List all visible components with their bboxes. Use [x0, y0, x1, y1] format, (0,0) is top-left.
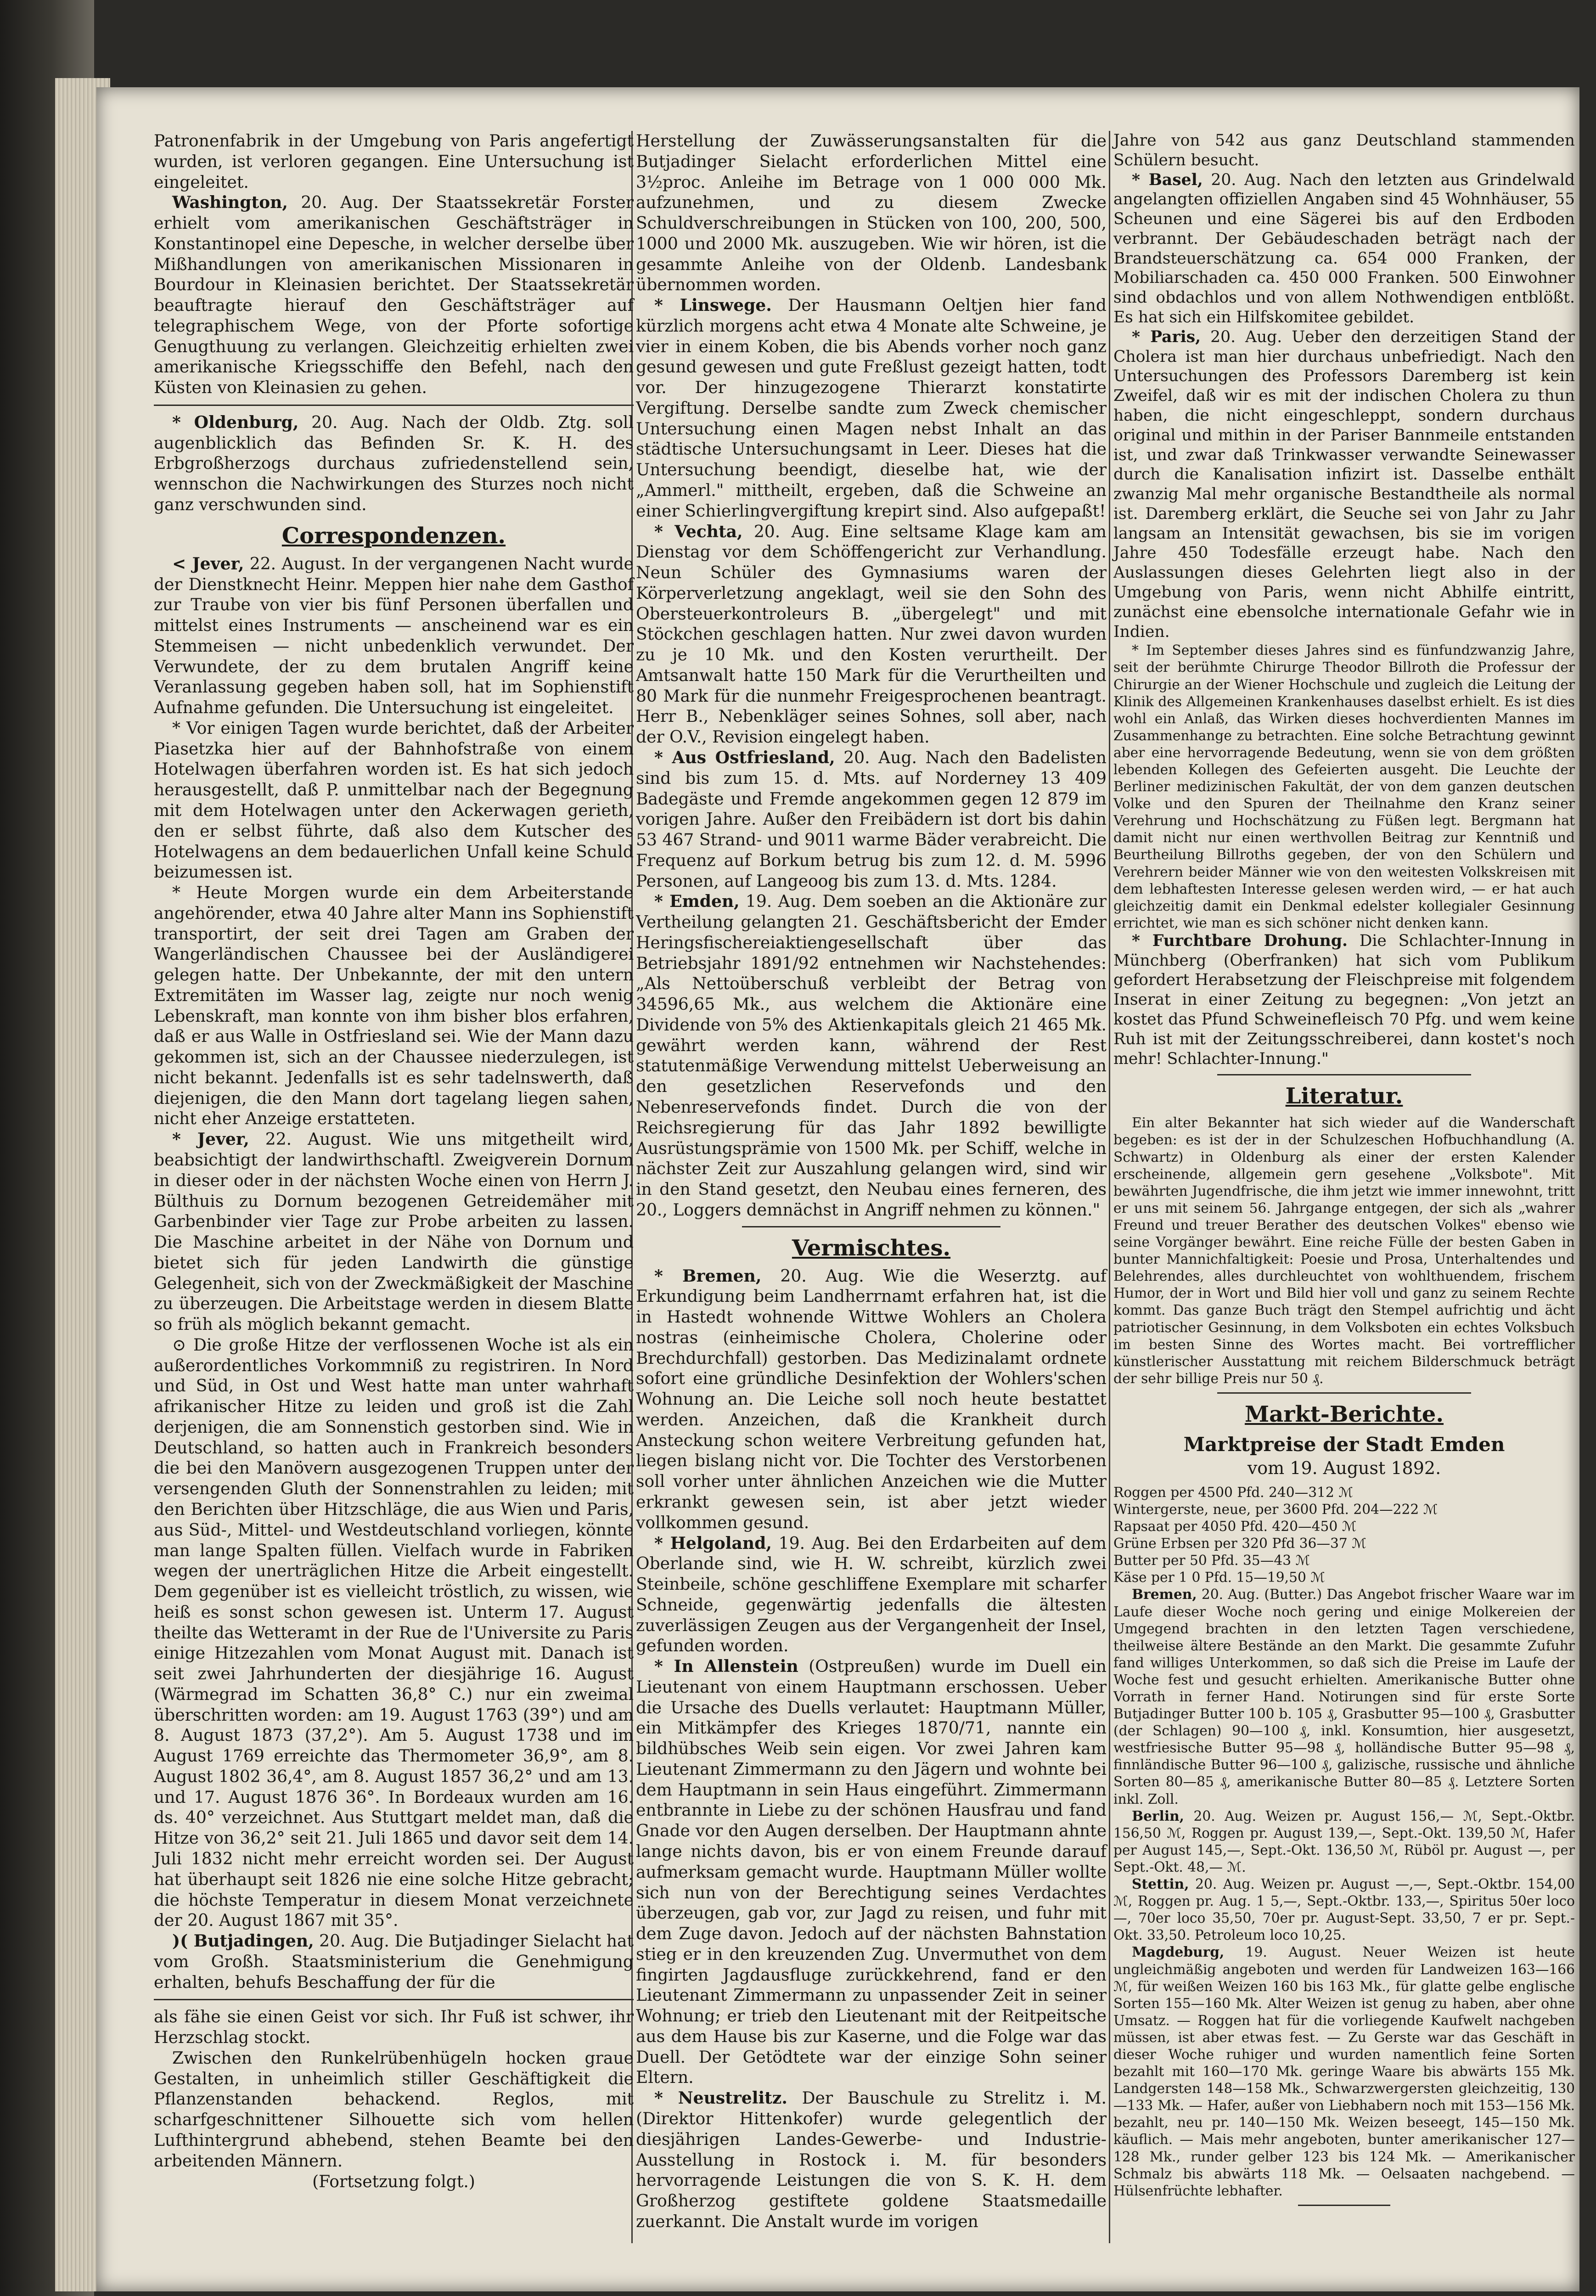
article-oldenburg: * Oldenburg, 20. Aug. Nach der Oldb. Ztg. soll augenblicklich das Befinden Sr. K. H. des Erbgroßherzogs durchaus zufriedenstellend sein, wennschon die Nachwirkungen des Sturzes noch nicht ganz verschwunden sind. [154, 412, 634, 515]
divider [1298, 2205, 1390, 2206]
article-butjadingen: )( Butjadingen, 20. Aug. Die Butjadinger Sielacht hat vom Großh. Staatsministerium die Genehmigung erhalten, behufs Beschaffung der für die [154, 1931, 634, 1992]
article-billroth: * Im September dieses Jahres sind es fünfundzwanzig Jahre, seit der berühmte Chirurge Theodor Billroth die Professur der Chirurgie an der Wiener Hochschule und zugleich die Leitung der Klinik des Allgemeinen Krankenhauses daselbst erhielt. Es ist dies wohl ein Anlaß, das Wirken dieses hochverdienten Mannes im Zusammenhange zu betrachten. Eine solche Betrachtung gewinnt aber eine hervorragende Bedeutung, wenn sie von dem größten lebenden Kollegen des Gefeierten ausgeht. Die Leuchte der Berliner medizinischen Fakultät, der von dem ganzen deutschen Volke und den Spuren der Theilnahme den Kranz seiner Verehrung und Hochschätzung zu Füßen legt. Bergmann hat damit nicht nur einen werthvollen Beitrag zur Kenntniß und Beurtheilung Billroths gegeben, der von den Schülern und Verehrern beider Männer wie von den weitesten Volkskreisen mit dem lebhaftesten Interesse gelesen werden wird, — er hat auch gleichzeitig damit ein Denkmal edelster kollegialer Gesinnung errichtet, wie man es sich schöner nicht denken kann. [1113, 642, 1575, 931]
article-emden: * Emden, 19. Aug. Dem soeben an die Aktionäre zur Vertheilung gelangten 21. Geschäftsbericht der Emder Heringsfischereiaktiengesellschaft über das Betriebsjahr 1891/92 entnehmen wir Nachstehendes: „Als Nettoüberschuß verbleibt der Betrag von 34596,65 Mk., aus welchem die Aktionäre eine Dividende von 5% des Aktienkapitals gleich 21 465 Mk. gewährt werden kann, während der Rest statutenmäßige Verwendung mittelst Ueberweisung an den gesetzlichen Reservefonds und den Nebenreservefonds findet. Durch die von der Reichsregierung für das Jahr 1892 bewilligte Ausrüstungsprämie von 1500 Mk. per Schiff, welche in nächster Zeit zur Auszahlung gelangen wird, sind wir in den Stand gesetzt, den Neubau eines ferneren, des 20., Loggers demnächst in Angriff nehmen zu können." [636, 891, 1107, 1220]
price-line: Käse per 1 0 Pfd. 15—19,50 ℳ [1113, 1569, 1325, 1586]
market-date: vom 19. August 1892. [1247, 1458, 1441, 1478]
article-heat: ⊙ Die große Hitze der verflossenen Woche ist als ein außerordentliches Vorkommniß zu registriren. In Nord und Süd, in Ost und West hatte man unter wahrhaft afrikanischer Hitze zu leiden und groß ist die Zahl derjenigen, die am Sonnenstich gestorben sind. Wie in Deutschland, so hatten auch in Frankreich besonders die bei den Manövern ausgezogenen Truppen unter der versengenden Gluth der Sonnenstrahlen zu leiden; mit den Berichten über Hitzschläge, die aus Wien und Paris, aus Süd-, Mittel- und Westdeutschland vorliegen, könnte man lange Spalten füllen. Vielfach wurde in Fabriken wegen der unerträglichen Hitze die Arbeit eingestellt. Dem gegenüber ist es vielleicht tröstlich, zu wissen, wie heiß es sonst schon gewesen ist. Unterm 17. August theilte das Wetteramt in der Rue de l'Universite zu Paris einige Hitzezahlen vom Monat August mit. Danach ist seit zwei Jahrhunderten der diesjährige 16. August (Wärmegrad im Schatten 36,8° C.) nur ein zweimal überschritten worden: am 19. August 1763 (39°) und am 8. August 1873 (37,2°). Am 5. August 1738 und im August 1769 erreichte das Thermometer 36,9°, am 8. August 1802 36,4°, am 8. August 1857 36,2° und am 13. und 17. August 1876 36°. In Bordeaux wurden am 16. ds. 40° verzeichnet. Aus Stuttgart meldet man, daß die Hitze von 36,2° seit 21. Juli 1865 und davor seit dem 14. Juli 1832 nicht mehr erreicht worden sei. Der August hat überhaupt seit 1826 nie eine solche Hitze gebracht; die höchste Temperatur in diesem Monat verzeichnete der 20. August 1867 mit 35°. [154, 1335, 634, 1930]
price-line: Roggen per 4500 Pfd. 240—312 ℳ [1113, 1484, 1354, 1500]
divider [742, 1226, 1001, 1227]
column-2 [636, 131, 1107, 2232]
article-linswege: * Linswege. Der Hausmann Oeltjen hier fand kürzlich morgens acht etwa 4 Monate alte Schweine, je vier in einem Koben, die bis Abends vorher noch ganz gesund gewesen und gute Freßlust gezeigt hatten, todt vor. Der hinzugezogene Thierarzt konstatirte Vergiftung. Derselbe sandte zum Zweck chemischer Untersuchung einen Magen nebst Inhalt an das städtische Untersuchungsamt in Leer. Dieses hat die Untersuchung beendigt, dieselbe hat, wie der „Ammerl." mittheilt, ergeben, daß die Schweine an einer Schierlingvergiftung krepirt sind. Also aufgepaßt! [636, 295, 1107, 521]
article-neustrelitz: * Neustrelitz. Der Bauschule zu Strelitz i. M. (Direktor Hittenkofer) wurde gelegentlich der diesjährigen Landes-Gewerbe- und Industrie-Ausstellung in Rostock i. M. für besonders hervorragende Leistungen die von S. K. H. dem Großherzog gestiftete goldene Staatsmedaille zuerkannt. Die Anstalt wurde im vorigen [636, 2088, 1107, 2231]
feuilleton-divider [154, 1999, 634, 2000]
price-line: Grüne Erbsen per 320 Pfd 36—37 ℳ [1113, 1535, 1366, 1552]
divider [1217, 1074, 1471, 1075]
article-helgoland: * Helgoland, 19. Aug. Bei den Erdarbeiten auf dem Oberlande sind, wie H. W. schreibt, kürzlich zwei Steinbeile, schöne geschliffene Exemplare mit scharfer Schneide, gegenwärtig jedenfalls die ältesten zuverlässigen Zeugen aus der Vergangenheit der Insel, gefunden worden. [636, 1533, 1107, 1656]
market-magdeburg: Magdeburg, 19. August. Neuer Weizen ist heute ungleichmäßig angeboten und werden für Landweizen 163—166 ℳ, für weißen Weizen 160 bis 163 Mk., für glatte gelbe englische Sorten 155—160 Mk. Alter Weizen ist genug zu haben, aber ohne Umsatz. — Roggen hat für die vorliegende Kaufwelt nachgeben müssen, ist aber etwas fest. — Zu Gerste war das Geschäft in dieser Woche ruhiger und wurden namentlich feine Sorten bezahlt mit 160—170 Mk. geringe Waare bis abwärts 155 Mk. Landgersten 148—158 Mk., Schwarzwergersten gleichzeitig, 130—133 Mk. — Hafer, außer von Liebhabern noch mit 153—156 Mk. bezahlt, neu pr. 140—150 Mk. Weizen beseegt, 145—150 Mk. käuflich. — Mais mehr angeboten, bunter amerikanischer 127—128 Mk., runder gelber 123 bis 124 Mk. — Amerikanischer Schmalz bis abwärts 118 Mk. — Oelsaaten nachgebend. — Hülsenfrüchte lebhafter. [1113, 1944, 1575, 2199]
literature-review: Ein alter Bekannter hat sich wieder auf die Wanderschaft begeben: es ist der in der Schulzeschen Hofbuchhandlung (A. Schwartz) in Oldenburg als einer der ersten Kalender erscheinende, allgemein gern gesehene „Volksbote". Mit bewährten Jugendfrische, die ihm jetzt wie immer innewohnt, tritt er uns mit seinem 56. Jahrgange entgegen, der sich als „wahrer Freund und treuer Berather des deutschen Volkes" ebenso wie seine Vorgänger bewährt. Eine reiche Fülle der besten Gaben in bunter Mannichfaltigkeit: Poesie und Prosa, Unterhaltendes und Belehrendes, alles durchleuchtet von wohlthuendem, frischem Humor, der in Wort und Bild hier voll und ganz zu seinem Rechte kommt. Das ganze Buch trägt den Stempel aufrichtig und ächt patriotischer Gesinnung, in dem Volksboten ein echtes Volksbuch im besten Sinne des Wortes macht. Bei vortrefflicher künstlerischer Ausstattung mit reichem Bilderschmuck beträgt der sehr billige Preis nur 50 ₰. [1113, 1114, 1575, 1386]
column-1 [154, 131, 634, 2192]
article-text: * Heute Morgen wurde ein dem Arbeiterstande angehörender, etwa 40 Jahre alter Mann ins Sophienstift transportirt, der seit drei Tagen am Graben der Wangerländischen Chaussee bei der Ausländigerei gelegen hatte. Der Unbekannte, der mit den untern Extremitäten im Wasser lag, zeigte nur noch wenig Lebenskraft, man konnte von ihm bisher blos erfahren, daß er aus Walle in Ostfriesland sei. Wie der Mann dazu gekommen ist, sich an der Chaussee niederzulegen, ist nicht bekannt. Jedenfalls ist es sehr tadelnswerth, daß diejenigen, die den Mann dort tagelang liegen sahen, nicht eher Anzeige erstatteten. [154, 883, 634, 1129]
article-washington: Washington, 20. Aug. Der Staatssekretär Forster erhielt vom amerikanischen Geschäftsträger in Konstantinopel eine Depesche, in welcher derselbe über Mißhandlungen von amerikanischen Missionaren in Bourdour in Kleinasien berichtet. Der Staatssekretär beauftragte hierauf den Geschäftsträger auf telegraphischem Wege, von der Pforte sofortige Genugthuung zu verlangen. Gleichzeitig erhielten zwei amerikanische Kriegsschiffe den Befehl, nach den Küsten von Kleinasien zu gehen. [154, 192, 634, 398]
article-ostfriesland: * Aus Ostfriesland, 20. Aug. Nach den Badelisten sind bis zum 15. d. Mts. auf Norderney 13 409 Badegäste und Fremde angekommen gegen 12 879 im vorigen Jahre. Außer den Freibädern ist dort bis dahin 53 467 Strand- und 9011 warme Bäder verabreicht. Die Frequenz auf Borkum betrug bis zum 12. d. M. 5996 Personen, auf Langeoog bis zum 13. d. Mts. 1284. [636, 747, 1107, 891]
article-text: Herstellung der Zuwässerungsanstalten für die Butjadinger Sielacht erforderlichen Mittel eine 3½proc. Anleihe im Betrage von 1 000 000 Mk. aufzunehmen, und zu diesem Zwecke Schuldverschreibungen in Stücken von 100, 200, 500, 1000 und 2000 Mk. auszugeben. Wie wir hören, ist die gesammte Anleihe von der Oldenb. Landesbank übernommen worden. [636, 131, 1107, 295]
price-list [1113, 1484, 1575, 1586]
article-text: Patronenfabrik in der Umgebung von Paris angefertigt wurden, ist verloren gegangen. Eine Untersuchung ist eingeleitet. [154, 131, 634, 192]
article-bremen: * Bremen, 20. Aug. Wie die Weserztg. auf Erkundigung beim Landherrnamt erfahren hat, ist die in Hastedt wohnende Wittwe Wohlers an Cholera nostras (einheimische Cholera, Cholerine oder Brechdurchfall) gestorben. Das Medizinalamt ordnete sofort eine gründliche Desinfektion der Wohlers'schen Wohnung an. Die Leiche soll noch heute bestattet werden. Anzeichen, daß die Krankheit durch Ansteckung schon weitere Verbreitung gefunden hat, liegen bislang nicht vor. Die Tochter des Verstorbenen soll vorher unter ähnlichen Anzeichen wie die Mutter erkrankt gewesen sein, ist aber jetzt wieder vollkommen gesund. [636, 1266, 1107, 1532]
article-jever-1: < Jever, 22. August. In der vergangenen Nacht wurde der Dienstknecht Heinr. Meppen hier nahe dem Gasthof zur Traube von vier bis fünf Personen überfallen und mittelst eines Instruments — anscheinend war es ein Stemmeisen — nicht unbedenklich verwundet. Der Verwundete, der zu dem brutalen Angriff keine Veranlassung gegeben haben soll, hat im Sophienstift Aufnahme gefunden. Die Untersuchung ist eingeleitet. [154, 553, 634, 718]
price-line: Butter per 50 Pfd. 35—43 ℳ [1113, 1552, 1310, 1569]
section-title-literatur: Literatur. [1285, 1083, 1403, 1109]
column-3 [1113, 131, 1575, 2212]
market-subtitle: Marktpreise der Stadt Emden [1183, 1433, 1505, 1456]
article-basel: * Basel, 20. Aug. Nach den letzten aus Grindelwald angelangten offiziellen Angaben sind 45 Wohnhäuser, 55 Scheunen und eine Sägerei bis auf den Erdboden verbrannt. Der Gebäudeschaden beträgt nach der Brandsteuerschätzung ca. 654 000 Franken, der Mobiliarschaden ca. 450 000 Franken. 500 Einwohner sind obdachlos und von allem Nothwendigen entblößt. Es hat sich ein Hilfskomitee gebildet. [1113, 170, 1575, 327]
newspaper-page [96, 87, 1579, 2291]
article-vechta: * Vechta, 20. Aug. Eine seltsame Klage kam am Dienstag vor dem Schöffengericht zur Verhandlung. Neun Schüler des Gymnasiums waren der Körperverletzung angeklagt, weil sie den Sohn des Obersteuerkontroleurs B. „übergelegt" und mit Stöckchen geschlagen hatten. Nur zwei davon wurden zu je 10 Mk. und den Kosten verurtheilt. Der Amtsanwalt hatte 150 Mark für die Verurtheilten und 80 Mark für die nunmehr Freigesprochenen beantragt. Herr B., Nebenkläger seines Sohnes, soll aber, nach der O.V., Revision eingelegt haben. [636, 521, 1107, 747]
continuation-note: (Fortsetzung folgt.) [312, 2172, 475, 2191]
market-berlin: Berlin, 20. Aug. Weizen pr. August 156,— ℳ, Sept.-Oktbr. 156,50 ℳ, Roggen pr. August 139,—, Sept.-Okt. 139,50 ℳ, Hafer per August 145,—, Sept.-Okt. 136,50 ℳ, Rüböl pr. August —, per Sept.-Okt. 48,— ℳ. [1113, 1807, 1575, 1875]
section-title-correspondenzen: Correspondenzen. [281, 523, 506, 549]
divider [154, 405, 634, 406]
article-drohung: * Furchtbare Drohung. Die Schlachter-Innung in Münchberg (Oberfranken) hat sich vom Publikum gefordert Herabsetzung der Fleischpreise mit folgendem Inserat in einer Zeitung zu begegnen: „Von jetzt an kostet das Pfund Schweinefleisch 70 Pfg. und wem keine Ruh ist mit der Zeitungsschreiberei, dann kostet's noch mehr! Schlachter-Innung." [1113, 931, 1575, 1068]
article-jever-2: * Jever, 22. August. Wie uns mitgetheilt wird, beabsichtigt der landwirthschaftl. Zweigverein Dornum in dieser oder in der nächsten Woche einen von Herrn J. Bülthuis zu Dornum bezogenen Getreidemäher mit Garbenbinder vier Tage zur Probe arbeiten zu lassen. Die Maschine arbeitet in der Nähe von Dornum und bietet sich für jeden Landwirth die günstige Gelegenheit, sich von der Zweckmäßigkeit der Maschine zu überzeugen. Die Arbeitstage werden in diesem Blatte so früh als möglich bekannt gemacht. [154, 1129, 634, 1334]
divider [1217, 1392, 1471, 1394]
feuilleton-text: als fähe sie einen Geist vor sich. Ihr Fuß ist schwer, ihr Herzschlag stockt. [154, 2007, 634, 2048]
column-rule-2 [1109, 131, 1110, 2243]
price-line: Wintergerste, neue, per 3600 Pfd. 204—222 ℳ [1113, 1501, 1438, 1517]
market-bremen: Bremen, 20. Aug. (Butter.) Das Angebot frischer Waare war im Laufe dieser Woche noch gering und einige Molkereien der Umgegend brachten in den letzten Tagen verschiedene, theilweise ältere Bestände an den Markt. Die gesammte Zufuhr fand williges Unterkommen, so daß sich die Preise im Laufe der Woche fest und gesucht erhielten. Amerikanische Butter ohne Vorrath in ferner Hand. Notirungen sind für erste Sorte Butjadinger Butter 100 b. 105 ₰, Grasbutter 95—100 ₰, Grasbutter (der Schlagen) 90—100 ₰, inkl. Konsumtion, hier ausgesetzt, westfriesische Butter 95—98 ₰, holländische Butter 95—98 ₰, finnländische Butter 96—100 ₰, galizische, russische und ähnliche Sorten 80—85 ₰, amerikanische Butter 80—85 ₰. Letztere Sorten inkl. Zoll. [1113, 1586, 1575, 1807]
feuilleton-text: Zwischen den Runkelrübenhügeln hocken graue Gestalten, in unheimlich stiller Geschäftigkeit die Pflanzenstanden behackend. Reglos, mit scharfgeschnittener Silhouette sich vom hellen Lufthintergrund abhebend, stehen Beamte bei den arbeitenden Männern. [154, 2048, 634, 2171]
section-title-vermischtes: Vermischtes. [792, 1235, 951, 1261]
article-paris: * Paris, 20. Aug. Ueber den derzeitigen Stand der Cholera ist man hier durchaus unbefriedigt. Nach den Untersuchungen des Professors Daremberg ist kein Zweifel, daß wir es mit der indischen Cholera zu thun haben, die nicht eingeschleppt, sondern durchaus original und mithin in der Pariser Bannmeile entstanden ist, und zwar daß Trinkwasser verwandte Seinewasser durch die Kanalisation infizirt ist. Dasselbe enthält zwanzig Mal mehr organische Bestandtheile als normal ist. Daremberg erklärt, die Seuche sei von Jahr zu Jahr langsam an Intensität gewachsen, bis sie im vorigen Jahre 450 Todesfälle erzeugt habe. Nach den Auslassungen dieses Gelehrten liegt also in der Umgebung von Paris, wenn nicht Abhilfe eintritt, zunächst eine ebensolche internationale Gefahr wie in Indien. [1113, 327, 1575, 641]
price-line: Rapsaat per 4050 Pfd. 420—450 ℳ [1113, 1518, 1357, 1535]
article-text: * Vor einigen Tagen wurde berichtet, daß der Arbeiter Piasetzka hier auf der Bahnhofstraße von einem Hotelwagen überfahren worden ist. Es hat sich jedoch herausgestellt, daß P. unmittelbar nach der Begegnung mit dem Hotelwagen unter den Ackerwagen gerieth, den er selbst führte, daß also dem Kutscher des Hotelwagens an dem bedauerlichen Unfall keine Schuld beizumessen ist. [154, 718, 634, 882]
article-text: Jahre von 542 aus ganz Deutschland stammenden Schülern besucht. [1113, 131, 1575, 169]
market-stettin: Stettin, 20. Aug. Weizen pr. August —,—, Sept.-Oktbr. 154,00 ℳ, Roggen pr. Aug. 1 5,—, Sept.-Oktbr. 133,—, Spiritus 50er loco —, 70er loco 35,50, 70er pr. August-Sept. 33,50, 7 er pr. Sept.-Okt. 33,50. Petroleum loco 10,25. [1113, 1876, 1575, 1943]
article-allenstein: * In Allenstein (Ostpreußen) wurde im Duell ein Lieutenant von einem Hauptmann erschossen. Ueber die Ursache des Duells verlautet: Hauptmann Müller, ein Mitkämpfer des Krieges 1870/71, nannte ein bildhübsches Weib sein eigen. Vor zwei Jahren kam Lieutenant Zimmermann zu den Jägern und wohnte bei dem Hauptmann in sein Haus eingeführt. Zimmermann entbrannte in Liebe zu der schönen Hausfrau und fand Gnade vor den Augen derselben. Der Hauptmann ahnte lange nichts davon, bis er von einem Freunde darauf aufmerksam gemacht wurde. Hauptmann Müller wollte sich nun von der Berechtigung seines Verdachtes überzeugen, gab vor, zur Jagd zu reisen, und fuhr mit dem Zuge davon. Jedoch auf der nächsten Bahnstation stieg er in den kreuzenden Zug. Unvermuthet von dem fingirten Jagdausfluge zurückkehrend, fand er den Lieutenant Zimmermann zu unpassender Zeit in seiner Wohnung; er trieb den Lieutenant mit der Reitpeitsche aus dem Hause bis zur Kaserne, und die Folge war das Duell. Der Getödtete war der einzige Sohn seiner Eltern. [636, 1656, 1107, 2088]
section-title-marktberichte: Markt-Berichte. [1244, 1401, 1444, 1427]
